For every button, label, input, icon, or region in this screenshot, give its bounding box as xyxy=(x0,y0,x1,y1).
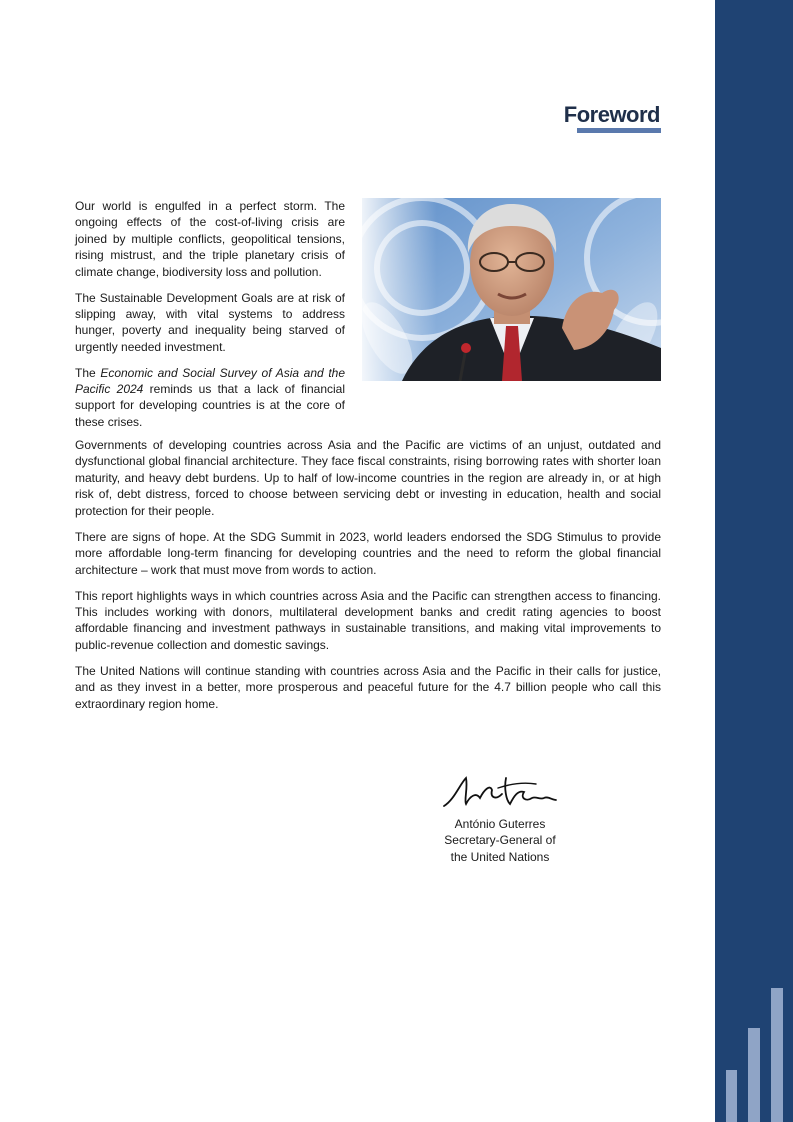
portrait-illustration xyxy=(362,198,661,381)
paragraph-3 xyxy=(75,365,345,431)
paragraph-3-lead: The xyxy=(75,365,101,380)
paragraph-1: Our world is engulfed in a perfect storm. The ongoing effects of the cost-of-living crisis are joined by multiple conflicts, geopolitical tensions, rising mistrust, and the triple planetary crisis of climate change, biodiversity loss and pollution. xyxy=(75,199,345,279)
paragraph-4: Governments of developing countries across Asia and the Pacific are victims of an unjust, outdated and dysfunctional global financial architecture. They face fiscal constraints, rising borrowing rates with shorter loan maturity, and heavy debt burdens. Up to half of low-income countries in the region are already in, or at high risk of, debt distress, forced to choose between servicing debt or investing in education, health and social protection for their people. xyxy=(75,438,661,518)
decor-bar-2 xyxy=(748,1028,760,1122)
paragraph-3-rest: reminds us that a lack of financial support for developing countries is at the core of these crises. xyxy=(75,382,345,429)
signatory-name: António Guterres xyxy=(454,817,546,831)
title-underline xyxy=(577,128,661,133)
main-text xyxy=(75,437,661,722)
report-title: Economic and Social Survey of Asia and the Pacific 2024 xyxy=(75,365,346,397)
signatory-role-1: Secretary-General of xyxy=(444,833,556,848)
side-band xyxy=(715,0,793,1122)
intro-column xyxy=(75,198,345,440)
signatory-role-2: the United Nations xyxy=(450,849,550,864)
handwritten-signature xyxy=(440,770,560,812)
decor-bar-3 xyxy=(771,988,783,1122)
page-title: Foreword xyxy=(563,102,660,127)
paragraph-2: The Sustainable Development Goals are at risk of slipping away, with vital systems to address hunger, poverty and inequality being starved of urgently needed investment. xyxy=(75,290,345,354)
decor-bar-1 xyxy=(726,1070,737,1122)
portrait-photo xyxy=(362,198,661,381)
paragraph-5: There are signs of hope. At the SDG Summit in 2023, world leaders endorsed the SDG Stimulus to provide more affordable long-term financing for developing countries and the need to reform the global financial architecture – work that must move from words to action. xyxy=(75,529,661,577)
paragraph-6: This report highlights ways in which countries across Asia and the Pacific can strengthen access to financing. This includes working with donors, multilateral development banks and credit rating agencies to boost affordable financing and investment pathways in sustainable transitions, and making vital improvements to public-revenue collection and domestic savings. xyxy=(75,588,661,652)
paragraph-7: The United Nations will continue standing with countries across Asia and the Pacific in their calls for justice, and as they invest in a better, more prosperous and peaceful future for the 4.7 billion people who call this extraordinary region home. xyxy=(75,663,661,711)
signature-block xyxy=(430,770,570,865)
